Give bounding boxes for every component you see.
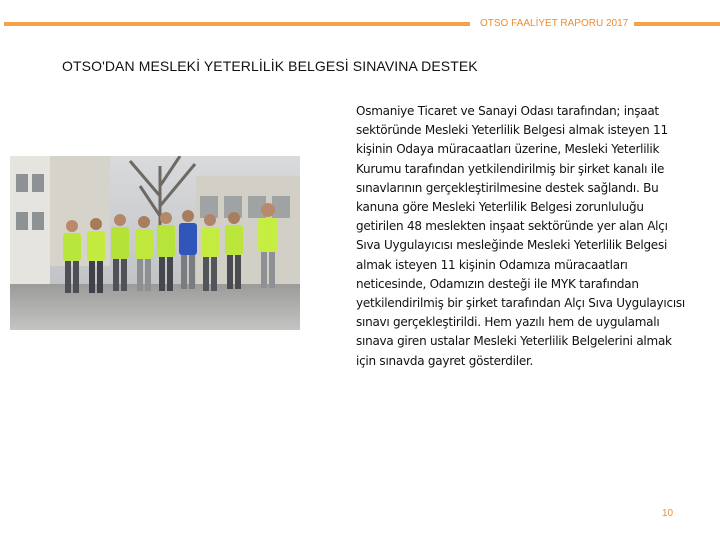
page-number: 10 — [662, 508, 674, 519]
page-title: OTSO'DAN MESLEKİ YETERLİLİK BELGESİ SINAVINA DESTEK — [62, 58, 478, 74]
report-header-label: OTSO FAALİYET RAPORU 2017 — [480, 18, 629, 29]
body-paragraph: Osmaniye Ticaret ve Sanayi Odası tarafından; inşaat sektöründe Mesleki Yeterlilik Belgesi almak isteyen 11 kişinin Odaya müracaatları üzerine, Mesleki Yeterlilik Kurumu tarafından yetkilendirilmiş bir şirket kanalı ile sınavlarının gerçekleştirilmesine destek sağlandı. Bu kanuna göre Mesleki Yeterlilik Belgesi zorunluluğu getirilen 48 meslekten inşaat sektöründe yer alan Alçı Sıva Uygulayıcısı mesleğinde Mesleki Yeterlilik Belgesi almak isteyen 11 kişinin Odamıza müracaatları neticesinde, Odamızın desteği ile MYK tarafından yetkilendirilmiş bir şirket tarafından Alçı Sıva Uygulayıcısı sınavı gerçekleştirildi. Hem yazılı hem de uygulamalı sınava giren ustalar Mesleki Yeterlilik Belgelerini almak için sınavda gayret gösterdiler. — [356, 104, 685, 368]
header-accent-bar-left — [4, 22, 470, 26]
group-photo — [10, 156, 300, 330]
group-photo-icon — [10, 156, 300, 330]
header-accent-bar-right — [634, 22, 720, 26]
